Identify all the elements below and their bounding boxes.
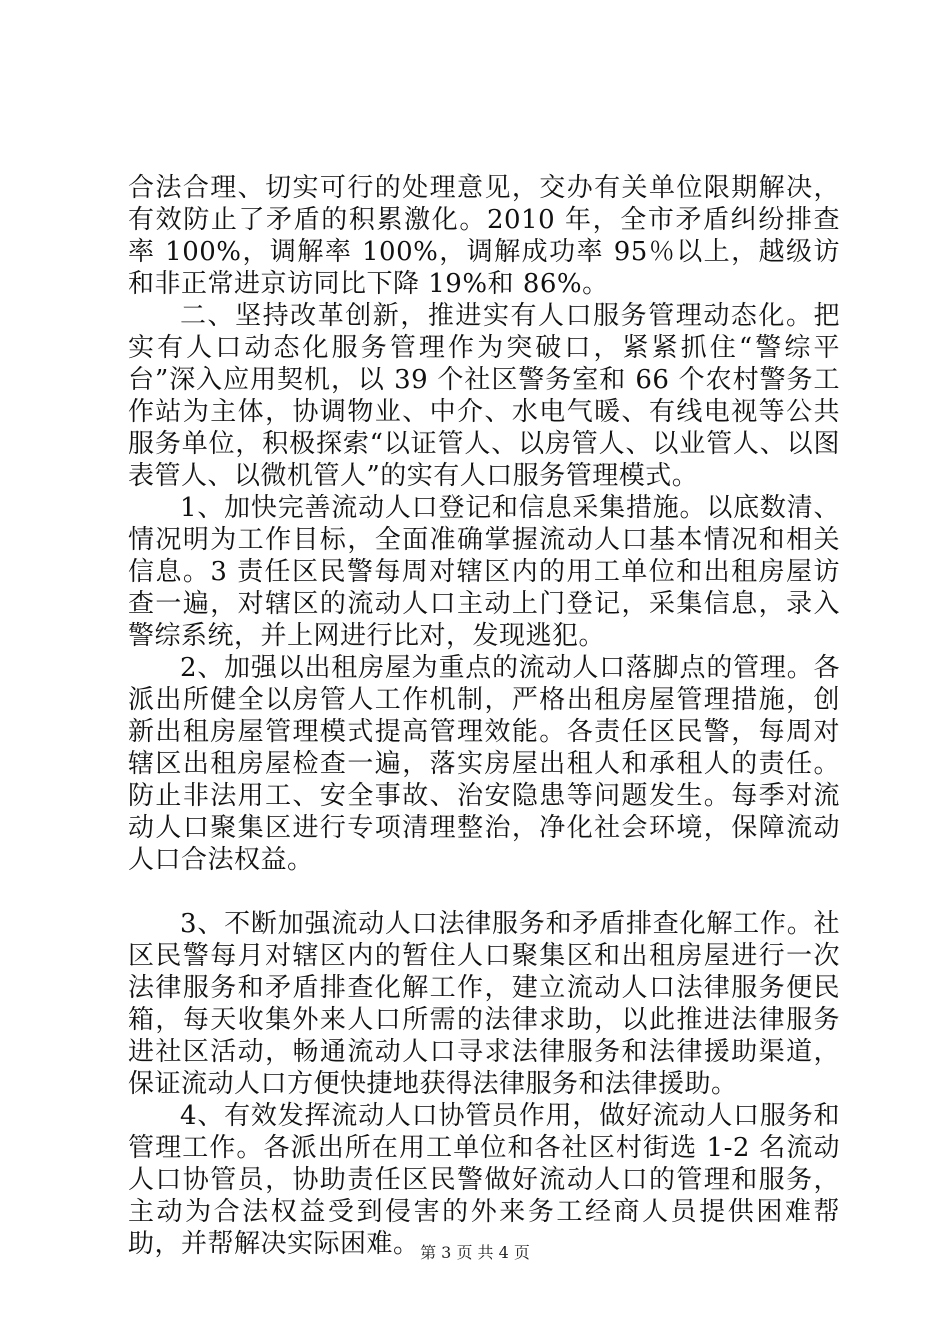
paragraph-item-one: 1、加快完善流动人口登记和信息采集措施。以底数清、情况明为工作目标，全面准确掌握流动人口基本情况和相关信息。3 责任区民警每周对辖区内的用工单位和出租房屋访查一遍，对辖区的流动人口主动上门登记，采集信息，录入警综系统，并上网进行比对，发现逃犯。: [128, 493, 840, 651]
paragraph-item-four: 4、有效发挥流动人口协管员作用，做好流动人口服务和管理工作。各派出所在用工单位和各社区村街选 1-2 名流动人口协管员，协助责任区民警做好流动人口的管理和服务，主动为合法权益受到侵害的外来务工经商人员提供困难帮助，并帮解决实际困难。: [128, 1101, 840, 1259]
paragraph-item-two: 2、加强以出租房屋为重点的流动人口落脚点的管理。各派出所健全以房管人工作机制，严格出租房屋管理措施，创新出租房屋管理模式提高管理效能。各责任区民警，每周对辖区出租房屋检查一遍，落实房屋出租人和承租人的责任。防止非法用工、安全事故、治安隐患等问题发生。每季对流动人口聚集区进行专项清理整治，净化社会环境，保障流动人口合法权益。: [128, 653, 840, 875]
page-footer: 第 3 页 共 4 页: [420, 1243, 530, 1262]
paragraph-continuation: 合法合理、切实可行的处理意见，交办有关单位限期解决，有效防止了矛盾的积累激化。2010 年，全市矛盾纠纷排查率 100%，调解率 100%，调解成功率 95％以上，越级访和非正常进京访同比下降 19%和 86%。: [128, 173, 840, 299]
paragraph-gap: [128, 876, 840, 908]
paragraph-section-two: 二、坚持改革创新，推进实有人口服务管理动态化。把实有人口动态化服务管理作为突破口，紧紧抓住“警综平台”深入应用契机，以 39 个社区警务室和 66 个农村警务工作站为主体，协调物业、中介、水电气暖、有线电视等公共服务单位，积极探索“以证管人、以房管人、以业管人、以图表管人、以微机管人”的实有人口服务管理模式。: [128, 301, 840, 491]
paragraph-item-three: 3、不断加强流动人口法律服务和矛盾排查化解工作。社区民警每月对辖区内的暂住人口聚集区和出租房屋进行一次法律服务和矛盾排查化解工作，建立流动人口法律服务便民箱，每天收集外来人口所需的法律求助，以此推进法律服务进社区活动，畅通流动人口寻求法律服务和法律援助渠道，保证流动人口方便快捷地获得法律服务和法律援助。: [128, 909, 840, 1099]
document-body: [128, 172, 840, 1260]
